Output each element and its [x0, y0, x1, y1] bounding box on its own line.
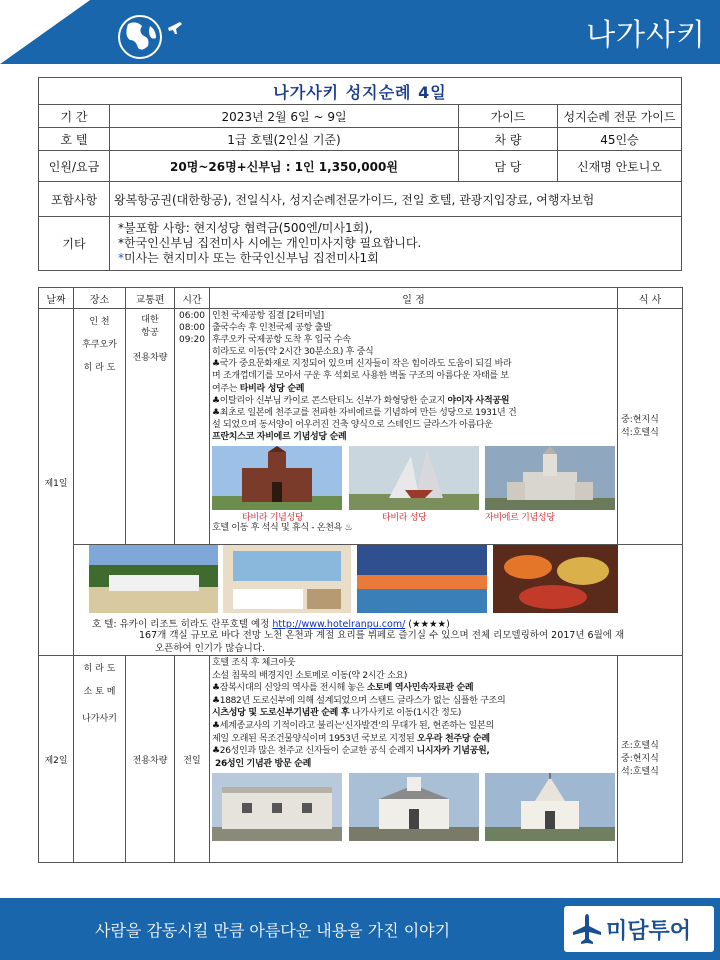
- day2-time: 전일: [175, 656, 210, 863]
- notes-label: 기타: [39, 217, 110, 271]
- hotel-exterior-photo: [89, 545, 218, 613]
- summary-value: 1급 호텔(2인실 기준): [110, 128, 459, 151]
- page-header: [0, 0, 720, 64]
- summary-label: 담 당: [459, 151, 558, 182]
- brand-logo: [564, 906, 714, 952]
- hotel-onsen-photo: [357, 545, 487, 613]
- summary-label: 가이드: [459, 105, 558, 128]
- summary-label: 기 간: [39, 105, 110, 128]
- summary-row: [39, 217, 682, 271]
- footer-slogan: 사람을 감동시킬 만큼 아름다운 내용을 가진 이야기: [95, 921, 451, 940]
- day1-places: 인 천 후쿠오카 히 라 도: [74, 309, 126, 545]
- summary-label: 포함사항: [39, 182, 110, 217]
- xavier-memorial-church-photo: [485, 446, 615, 510]
- hotel-buffet-photo: [493, 545, 618, 613]
- day2-places: 히 라 도 소 토 메 나가사키: [74, 656, 126, 863]
- brand-name: 미담투어: [606, 919, 692, 944]
- summary-row: [39, 151, 682, 182]
- summary-label: 호 텔: [39, 128, 110, 151]
- hotel-block: [89, 543, 682, 654]
- note-line: *미사는 현지미사 또는 한국인신부님 집전미사1회: [118, 251, 379, 265]
- hotel-room-photo: [223, 545, 351, 613]
- region-title: 나가사키: [586, 18, 706, 53]
- day2-meals: 조:호텔식 중:현지식 석:호텔식: [618, 656, 683, 863]
- sotome-museum-photo: [212, 773, 342, 841]
- day2-schedule: 호텔 조식 후 체크아웃 소설 침묵의 배경지인 소토메로 이동(약 2시간 소요) ♣잠복시대의 신앙의 역사를 전시해 놓은 소토메 역사민속자료관 순례 ♣1882년 도로신부에 의해 설계되었으며 스탠드 글라스가 없는 심플한 구조의 시츠성당 및 도로신부기념관 순례 후 나가사키로 이동(1시간 정도) ♣세계종교사의 기적이라고 불리는'신자발견'의 무대가 된, 현존하는 일본의 제일 오래된 목조건물양식이며 1953년 국보로 지정된 오우라 천주당 순례 ♣26성인과 많은 천주교 신자들이 순교한 공식 순례지 니시자카 기념공원, 26성인 기념관 방문 순례: [210, 656, 618, 863]
- header-schedule: 일 정: [210, 288, 618, 309]
- included-items: 왕복항공권(대한항공), 전일식사, 성지순례전문가이드, 전일 호텔, 관광지입장료, 여행자보험: [110, 182, 682, 217]
- page-footer: [0, 898, 720, 960]
- tour-title: 나가사키 성지순례 4일: [39, 78, 682, 105]
- hotel-website-link[interactable]: http://www.hotelranpu.com/: [272, 619, 406, 630]
- price-value: 20명~26명+신부님 : 1인 1,350,000원: [110, 151, 459, 182]
- day1-church-photos: [212, 446, 615, 524]
- header-time: 시간: [175, 288, 210, 309]
- shitsu-church-photo: [349, 773, 479, 841]
- note-line: *한국인신부님 집전미사 시에는 개인미사지향 필요합니다.: [118, 236, 422, 250]
- day2-photos: [212, 773, 615, 841]
- day2-row: [39, 656, 683, 863]
- summary-value: 2023년 2월 6일 ~ 9일: [110, 105, 459, 128]
- day1-times: 06:00 08:00 09:20: [175, 309, 210, 545]
- hotel-name-line: 호 텔: 유카이 리조트 히라도 란푸호텔 예정 http://www.hotelranpu.com/ (★★★★): [92, 619, 450, 630]
- airplane-icon: [570, 912, 604, 946]
- summary-value: 45인승: [558, 128, 682, 151]
- summary-row: [39, 128, 682, 151]
- summary-value: 신재명 안토니오: [558, 151, 682, 182]
- header-place: 장소: [74, 288, 126, 309]
- day2-transport: 전용차량: [126, 656, 175, 863]
- summary-label: 차 량: [459, 128, 558, 151]
- photo-caption: 타비라 기념성당: [242, 513, 304, 524]
- header-day: 날짜: [39, 288, 74, 309]
- day1-row: [39, 309, 683, 545]
- day-label: 제1일: [39, 309, 74, 656]
- itinerary-header-row: [39, 288, 683, 309]
- day1-meals: 중:현지식 석:호텔식: [618, 309, 683, 545]
- summary-row: [39, 182, 682, 217]
- photo-caption: 타비라 성당: [382, 513, 427, 524]
- header-transport: 교통편: [126, 288, 175, 309]
- hotel-description: 167개 객실 규모로 바다 전망 노천 온천과 계절 요리를 뷔페로 즐기실 수 있으며 전체 리모델링하여 2017년 6월에 재 오픈하여 인기가 많습니다.: [139, 630, 625, 654]
- summary-label: 인원/요금: [39, 151, 110, 182]
- day1-schedule: 인천 국제공항 집결 [2터미널] 출국수속 후 인천국제 공항 출발 후쿠오카 국제공항 도착 후 입국 수속 히라도로 이동(약 2시간 30분소요) 후 중식 ♣국가 중요문화재로 지정되어 있으며 신자들이 작은 힘이라도 도움이 되길 바라 며 조개껍데기를 모아서 구운 후 석회로 사용한 벽돌 구조의 아름다운 자태를 보 여주는 타비라 성당 순례 ♣이탈리아 신부님 카이로 콘스탄티노 신부가 화형당한 순교지 야이자 사적공원 ♣최초로 일본에 천주교를 전파한 자비에르를 기념하여 만든 성당으로 1931년 건 설 되었으며 동서양이 어우러진 건축 양식으로 스테인드 글라스가 아름다운 프란치스코 자비에르 기념성당 순례 타비라 기념성당 타비라 성당 자비에르 기념성당 호텔 이동 후 석식 및 휴식 - 온천욕 ♨: [210, 309, 618, 545]
- notes-cell: [110, 217, 682, 271]
- day-label: 제2일: [39, 656, 74, 863]
- photo-caption: 자비에르 기념성당: [485, 513, 555, 524]
- tour-summary-table: [38, 77, 682, 271]
- tabira-memorial-church-photo: [212, 446, 342, 510]
- oura-church-photo: [485, 773, 615, 841]
- summary-value: 성지순례 전문 가이드: [558, 105, 682, 128]
- tabira-church-photo: [349, 446, 479, 510]
- note-line: *불포함 사항: 현지성당 협력금(500엔/미사1회),: [118, 221, 373, 235]
- summary-row: [39, 105, 682, 128]
- day1-transport: 대한 항공 전용차량: [126, 309, 175, 545]
- header-meal: 식 사: [618, 288, 683, 309]
